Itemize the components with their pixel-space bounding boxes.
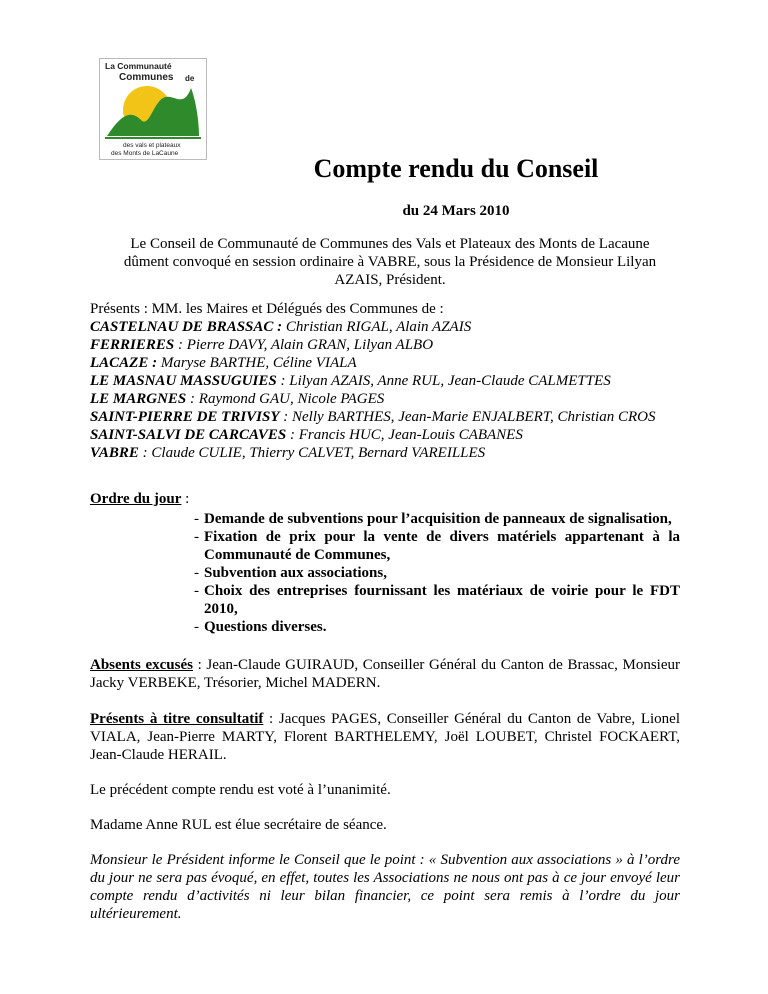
- consultatif-label: Présents à titre consultatif: [90, 711, 264, 727]
- commune-name: FERRIERES: [90, 337, 175, 353]
- logo-text-2: de: [185, 74, 195, 83]
- commune-row: [90, 444, 690, 462]
- commune-members: Christian RIGAL, Alain AZAIS: [282, 319, 472, 335]
- commune-row: [90, 426, 690, 444]
- agenda-item: - Choix des entreprises fournissant les matériaux de voirie pour le FDT 2010,: [194, 583, 680, 617]
- document-title: Compte rendu du Conseil: [313, 154, 599, 183]
- community-logo: [99, 58, 207, 160]
- presents-lead: Présents : MM. les Maires et Délégués des Communes de :: [90, 301, 444, 317]
- consultatif-paragraph: [90, 710, 680, 764]
- commune-row: [90, 354, 690, 372]
- logo-graphic: [99, 58, 207, 160]
- commune-name: LE MARGNES: [90, 391, 187, 407]
- commune-members: : Claude CULIE, Thierry CALVET, Bernard VAREILLES: [138, 445, 486, 461]
- commune-members: : Lilyan AZAIS, Anne RUL, Jean-Claude CALMETTES: [276, 373, 611, 389]
- commune-members: : Raymond GAU, Nicole PAGES: [186, 391, 385, 407]
- agenda-item: - Questions diverses.: [194, 619, 327, 635]
- commune-members: : Nelly BARTHES, Jean-Marie ENJALBERT, Christian CROS: [279, 409, 656, 425]
- consultatif-text: : Jacques PAGES, Conseiller Général du Canton de Vabre, Lionel VIALA, Jean-Pierre MARTY, Florent BARTHELEMY, Joël LOUBET, Christel FOCKAERT, Jean-Claude HERAIL.: [90, 711, 680, 763]
- document-date: du 24 Mars 2010: [402, 203, 510, 219]
- absents-paragraph: [90, 656, 680, 692]
- commune-row: [90, 336, 690, 354]
- commune-name: VABRE: [90, 445, 139, 461]
- commune-name: SAINT-SALVI DE CARCAVES: [90, 427, 287, 443]
- commune-name: LE MASNAU MASSUGUIES: [90, 373, 277, 389]
- president-note-paragraph: Monsieur le Président informe le Conseil que le point : « Subvention aux associations » à l’ordre du jour ne sera pas évoqué, en effet, toutes les Associations ne nous ont pas à ce jour envoyé leur compte rendu d’activités ni leur bilan financier, ce point sera remis à l’ordre du jour ultérieurement.: [90, 852, 680, 922]
- agenda-heading-suffix: :: [181, 491, 190, 507]
- secretary-paragraph: Madame Anne RUL est élue secrétaire de séance.: [90, 817, 387, 833]
- agenda-list: [194, 510, 680, 636]
- vote-paragraph: Le précédent compte rendu est voté à l’unanimité.: [90, 782, 391, 798]
- commune-row: [90, 390, 690, 408]
- commune-members: Maryse BARTHE, Céline VIALA: [157, 355, 357, 371]
- commune-row: [90, 408, 690, 426]
- logo-text-4: des vals et plateaux: [123, 142, 181, 149]
- commune-name: SAINT-PIERRE DE TRIVISY: [90, 409, 280, 425]
- commune-name: CASTELNAU DE BRASSAC :: [90, 319, 283, 335]
- logo-text-1: La Communauté: [105, 61, 172, 71]
- agenda-item: - Subvention aux associations,: [194, 565, 387, 581]
- presents-section: [90, 300, 690, 462]
- agenda-heading-label: Ordre du jour: [90, 491, 182, 507]
- absents-text: : Jean-Claude GUIRAUD, Conseiller Général du Canton de Brassac, Monsieur Jacky VERBEKE, Trésorier, Michel MADERN.: [90, 657, 680, 691]
- agenda-item: - Fixation de prix pour la vente de divers matériels appartenant à la Communauté de Communes,: [194, 529, 680, 563]
- commune-row: [90, 372, 690, 390]
- agenda-item: - Demande de subventions pour l’acquisition de panneaux de signalisation,: [194, 511, 672, 527]
- commune-members: : Francis HUC, Jean-Louis CABANES: [286, 427, 523, 443]
- intro-paragraph: Le Conseil de Communauté de Communes des Vals et Plateaux des Monts de Lacaune dûment convoqué en session ordinaire à VABRE, sous la Présidence de Monsieur Lilyan AZAIS, Président.: [123, 236, 657, 288]
- commune-row: [90, 318, 690, 336]
- agenda-heading: [90, 490, 189, 508]
- commune-members: : Pierre DAVY, Alain GRAN, Lilyan ALBO: [174, 337, 434, 353]
- absents-label: Absents excusés: [90, 657, 193, 673]
- logo-text-5: des Monts de LaCaune: [111, 150, 179, 157]
- logo-text-3: Communes: [119, 72, 174, 83]
- commune-name: LACAZE :: [90, 355, 158, 371]
